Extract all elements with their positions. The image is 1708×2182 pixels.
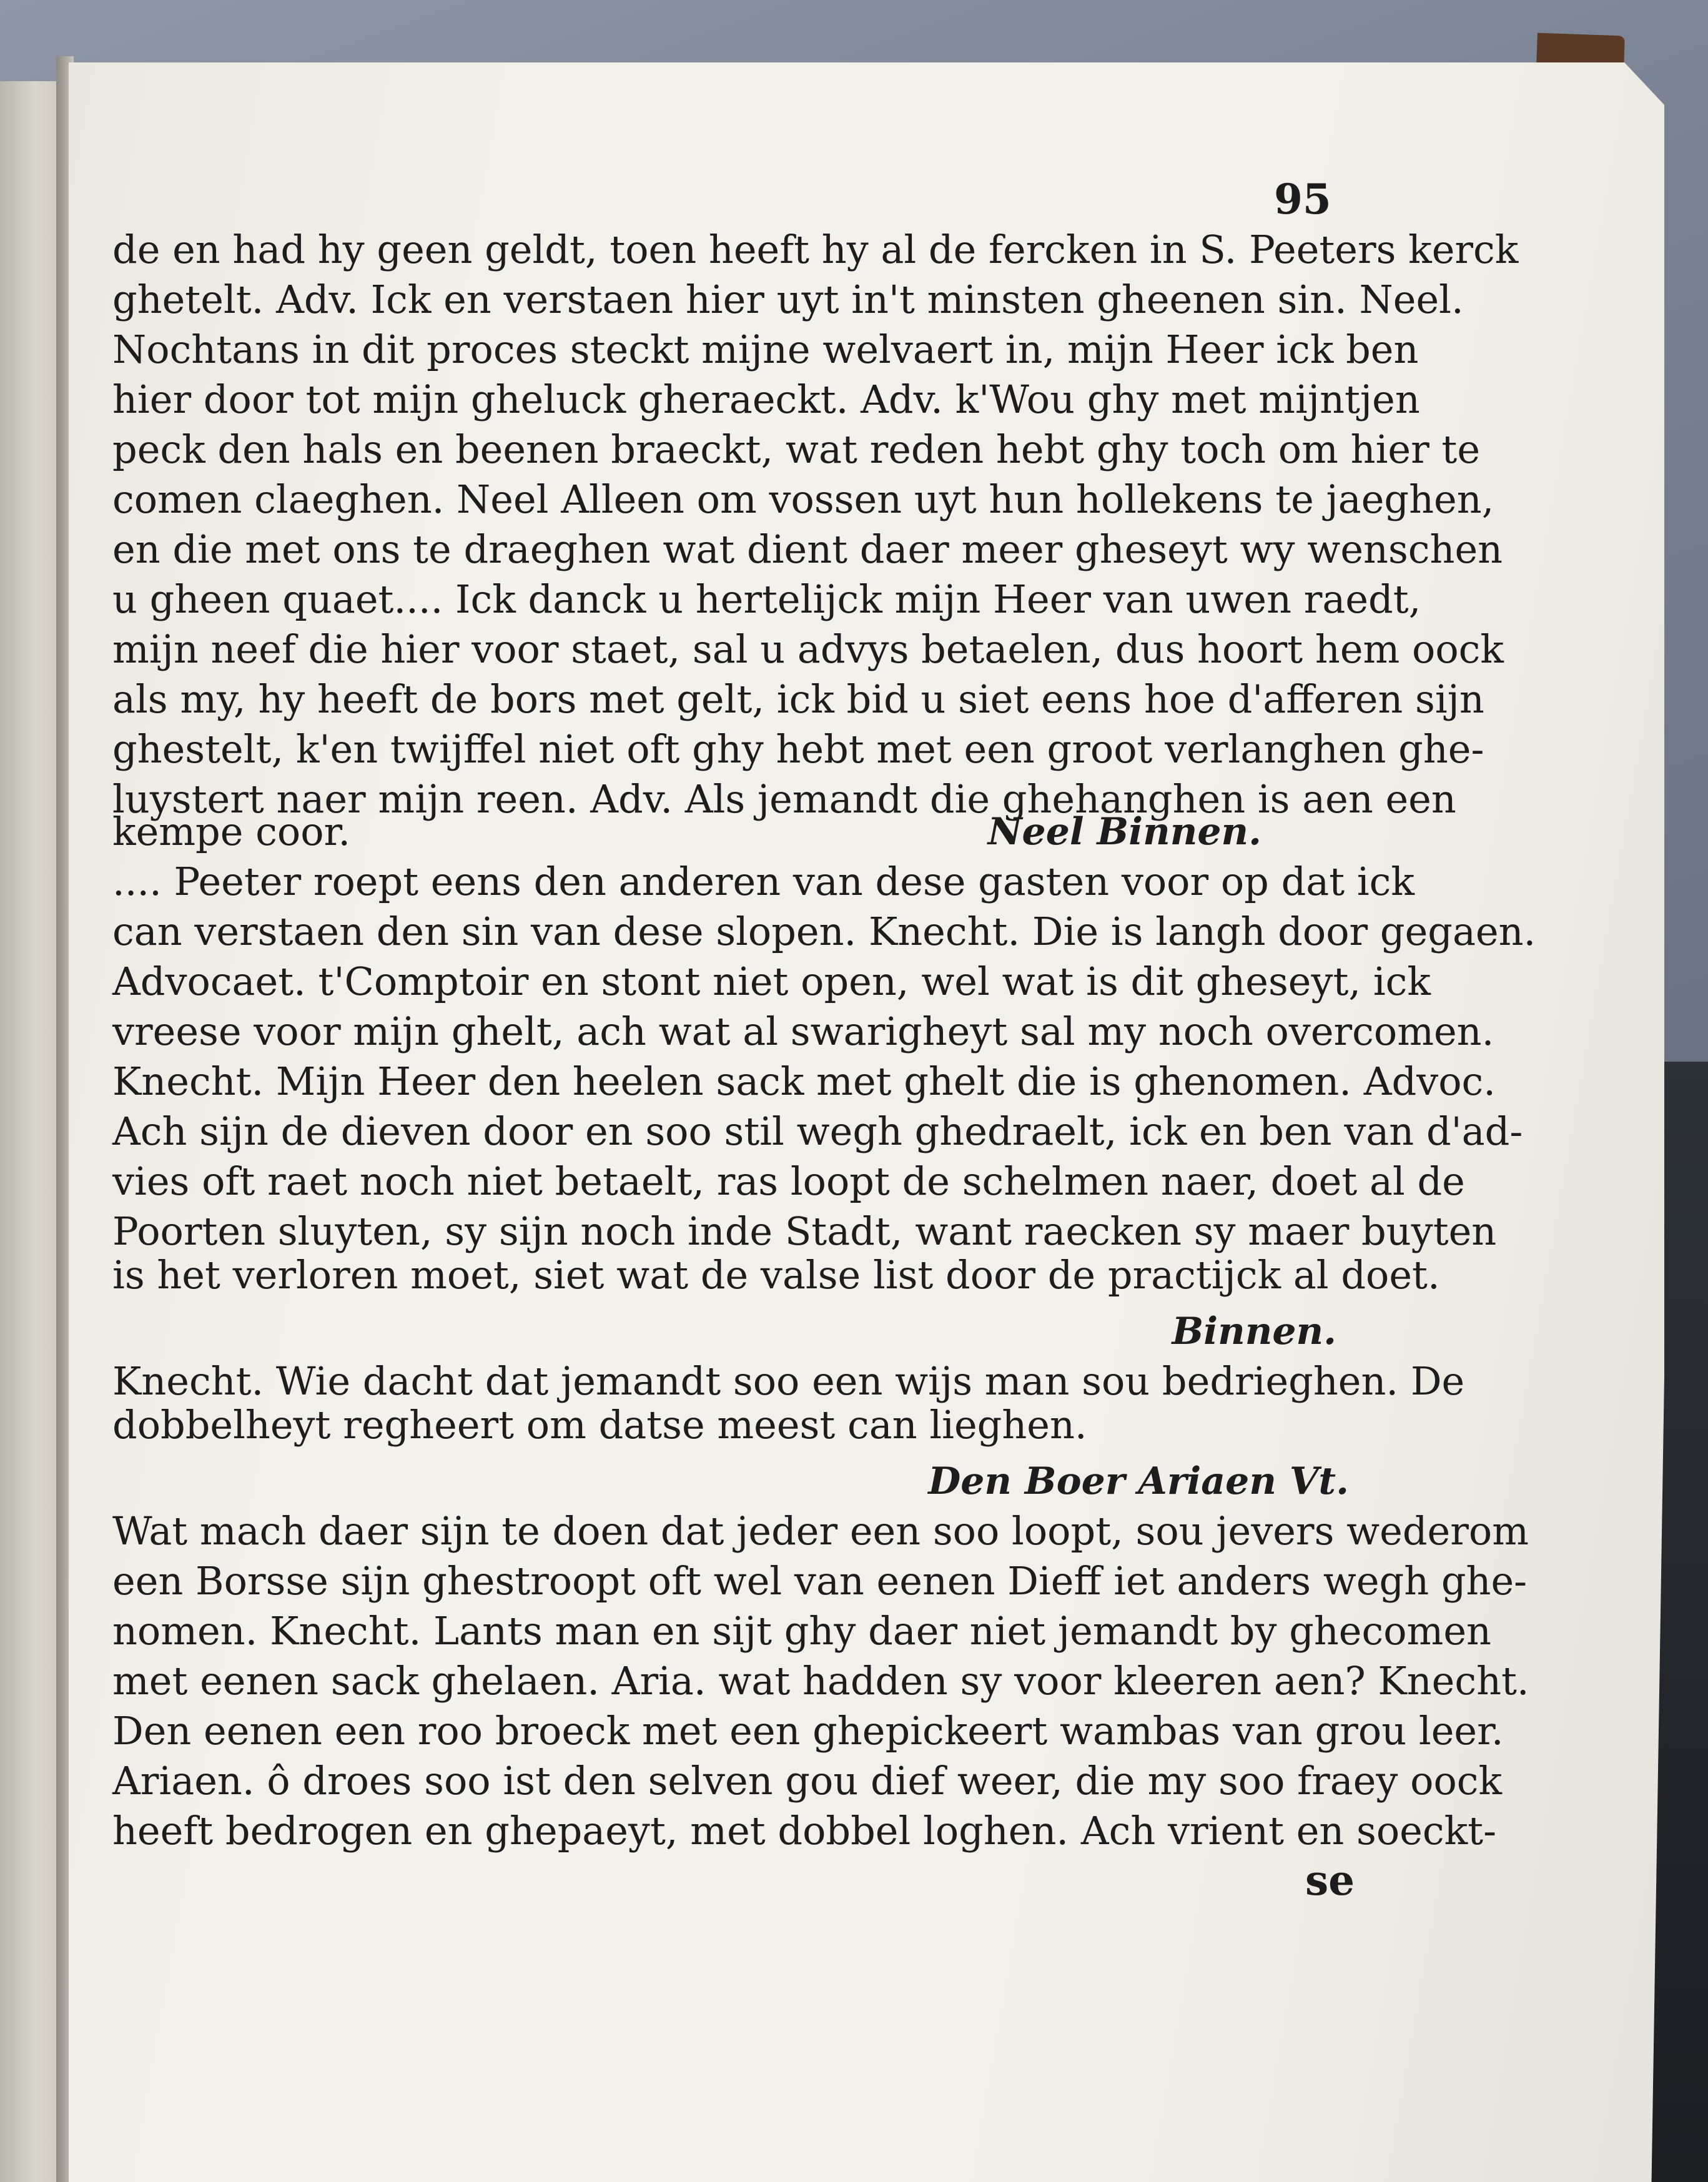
text-line-17: vreese voor mijn ghelt, ach wat al swarigheyt sal my noch overcomen. xyxy=(112,1009,1494,1054)
text-line-30: Ariaen. ô droes soo ist den selven gou dief weer, die my soo fraey oock xyxy=(112,1758,1503,1804)
text-line-5: peck den hals en beenen braeckt, wat reden hebt ghy toch om hier te xyxy=(112,427,1481,472)
stage-direction-den-boer-ariaen: Den Boer Ariaen Vt. xyxy=(928,1459,1349,1503)
catchword: se xyxy=(1305,1856,1355,1905)
text-line-29: Den eenen een roo broeck met een ghepickeert wambas van grou leer. xyxy=(112,1708,1504,1754)
text-line-26: een Borsse sijn ghestroopt oft wel van eenen Dieff iet anders wegh ghe- xyxy=(112,1558,1528,1604)
text-line-22: is het verloren moet, siet wat de valse list door de practijck al doet. xyxy=(112,1252,1440,1298)
text-line-2: ghetelt. Adv. Ick en verstaen hier uyt in't minsten gheenen sin. Neel. xyxy=(112,277,1464,322)
text-line-8: u gheen quaet.... Ick danck u hertelijck mijn Heer van uwen raedt, xyxy=(112,576,1421,622)
text-line-18: Knecht. Mijn Heer den heelen sack met ghelt die is ghenomen. Advoc. xyxy=(112,1059,1496,1104)
text-line-10: als my, hy heeft de bors met gelt, ick bid u siet eens hoe d'afferen sijn xyxy=(112,676,1484,722)
text-line-31: heeft bedrogen en ghepaeyt, met dobbel loghen. Ach vrient en soeckt- xyxy=(112,1808,1497,1854)
text-line-9: mijn neef die hier voor staet, sal u advys betaelen, dus hoort hem oock xyxy=(112,626,1504,672)
previous-page-edge xyxy=(0,81,59,2182)
text-line-7: en die met ons te draeghen wat dient daer meer gheseyt wy wenschen xyxy=(112,526,1503,572)
text-line-4: hier door tot mijn gheluck gheraeckt. Adv. k'Wou ghy met mijntjen xyxy=(112,377,1420,422)
text-line-23: Knecht. Wie dacht dat jemandt soo een wijs man sou bedrieghen. De xyxy=(112,1358,1465,1404)
text-line-27: nomen. Knecht. Lants man en sijt ghy daer niet jemandt by ghecomen xyxy=(112,1608,1491,1654)
text-line-21: Poorten sluyten, sy sijn noch inde Stadt, want raecken sy maer buyten xyxy=(112,1208,1497,1254)
text-line-6: comen claeghen. Neel Alleen om vossen uyt hun hollekens te jaeghen, xyxy=(112,476,1494,522)
page-number: 95 xyxy=(1274,175,1331,224)
text-line-13: kempe coor. xyxy=(112,809,351,854)
text-line-11: ghestelt, k'en twijffel niet oft ghy hebt met een groot verlanghen ghe- xyxy=(112,726,1484,772)
text-line-25: Wat mach daer sijn te doen dat jeder een soo loopt, sou jevers wederom xyxy=(112,1508,1529,1554)
text-line-14: .... Peeter roept eens den anderen van dese gasten voor op dat ick xyxy=(112,859,1414,904)
stage-direction-binnen: Binnen. xyxy=(1172,1310,1336,1353)
text-line-3: Nochtans in dit proces steckt mijne welvaert in, mijn Heer ick ben xyxy=(112,327,1419,372)
text-line-1: de en had hy geen geldt, toen heeft hy al de fercken in S. Peeters kerck xyxy=(112,227,1519,272)
text-line-12: luystert naer mijn reen. Adv. Als jemandt die ghehanghen is aen een xyxy=(112,776,1456,822)
text-line-15: can verstaen den sin van dese slopen. Knecht. Die is langh door gegaen. xyxy=(112,909,1536,954)
stage-direction-neel-binnen: Neel Binnen. xyxy=(987,810,1261,854)
text-line-24: dobbelheyt regheert om datse meest can lieghen. xyxy=(112,1402,1087,1448)
text-line-28: met eenen sack ghelaen. Aria. wat hadden sy voor kleeren aen? Knecht. xyxy=(112,1658,1529,1704)
text-line-16: Advocaet. t'Comptoir en stont niet open, wel wat is dit gheseyt, ick xyxy=(112,959,1431,1004)
text-line-20: vies oft raet noch niet betaelt, ras loopt de schelmen naer, doet al de xyxy=(112,1158,1465,1204)
text-line-19: Ach sijn de dieven door en soo stil wegh ghedraelt, ick en ben van d'ad- xyxy=(112,1108,1523,1154)
